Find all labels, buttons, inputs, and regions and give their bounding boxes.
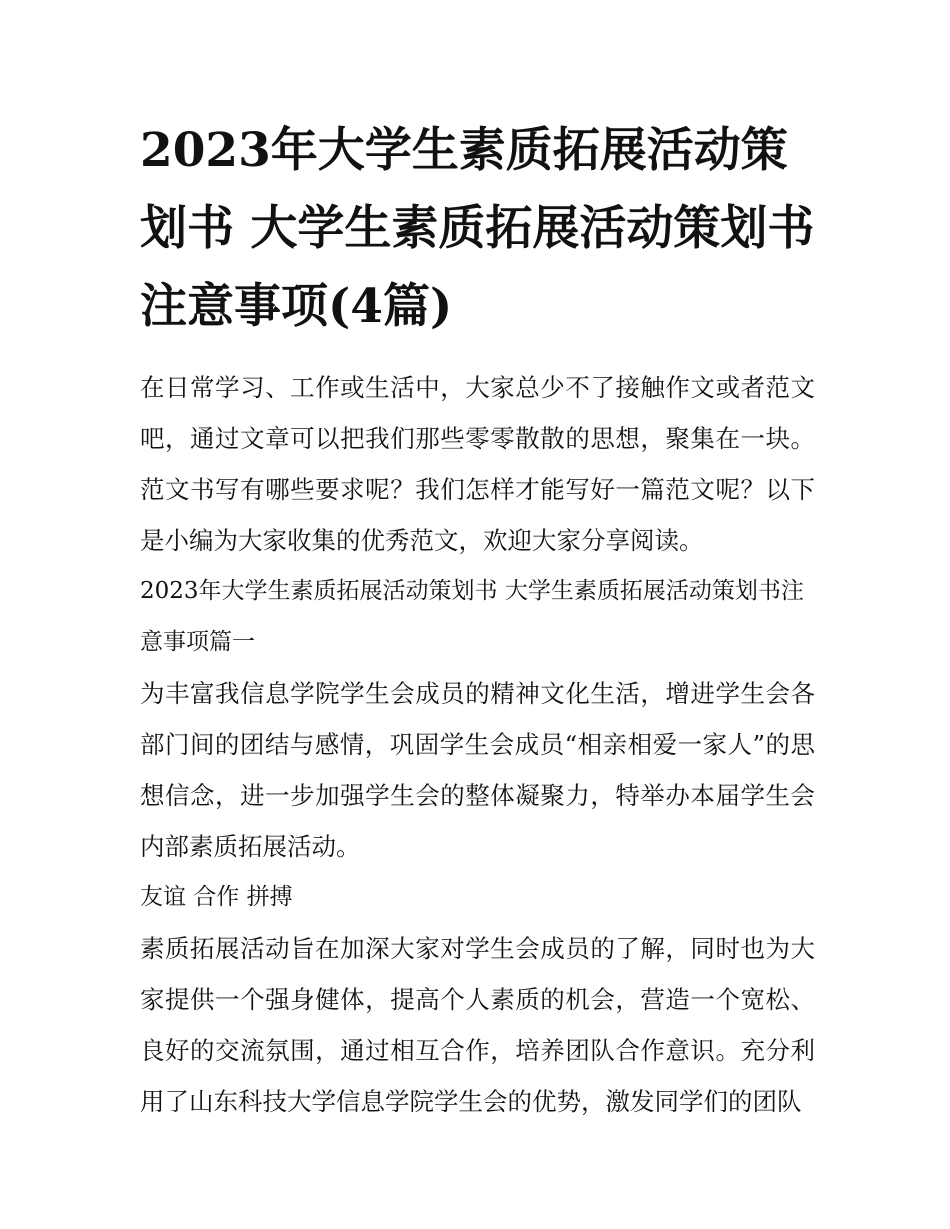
section-heading: 2023年大学生素质拓展活动策划书 大学生素质拓展活动策划书注意事项篇一	[140, 578, 804, 655]
purpose-paragraph: 为丰富我信息学院学生会成员的精神文化生活，增进学生会各部门间的团结与感情，巩固学生会成员“相亲相爱一家人”的思想信念，进一步加强学生会的整体凝聚力，特举办本届学生会内部素质拓展活动。	[140, 679, 815, 861]
theme-line: 友谊 合作 拼搏	[140, 884, 293, 910]
document-title: 2023年大学生素质拓展活动策划书 大学生素质拓展活动策划书注意事项(4篇)	[140, 123, 815, 334]
significance-paragraph: 素质拓展活动旨在加深大家对学生会成员的了解，同时也为大家提供一个强身健体，提高个人素质的机会，营造一个宽松、良好的交流氛围，通过相互合作，培养团队合作意识。充分利用了山东科技大学信息学院学生会的优势，激发同学们的团队	[140, 934, 815, 1116]
intro-paragraph: 在日常学习、工作或生活中，大家总少不了接触作文或者范文吧，通过文章可以把我们那些零零散散的思想，聚集在一块。范文书写有哪些要求呢？我们怎样才能写好一篇范文呢？以下是小编为大家收集的优秀范文，欢迎大家分享阅读。	[140, 373, 815, 555]
document-page	[140, 112, 815, 1127]
